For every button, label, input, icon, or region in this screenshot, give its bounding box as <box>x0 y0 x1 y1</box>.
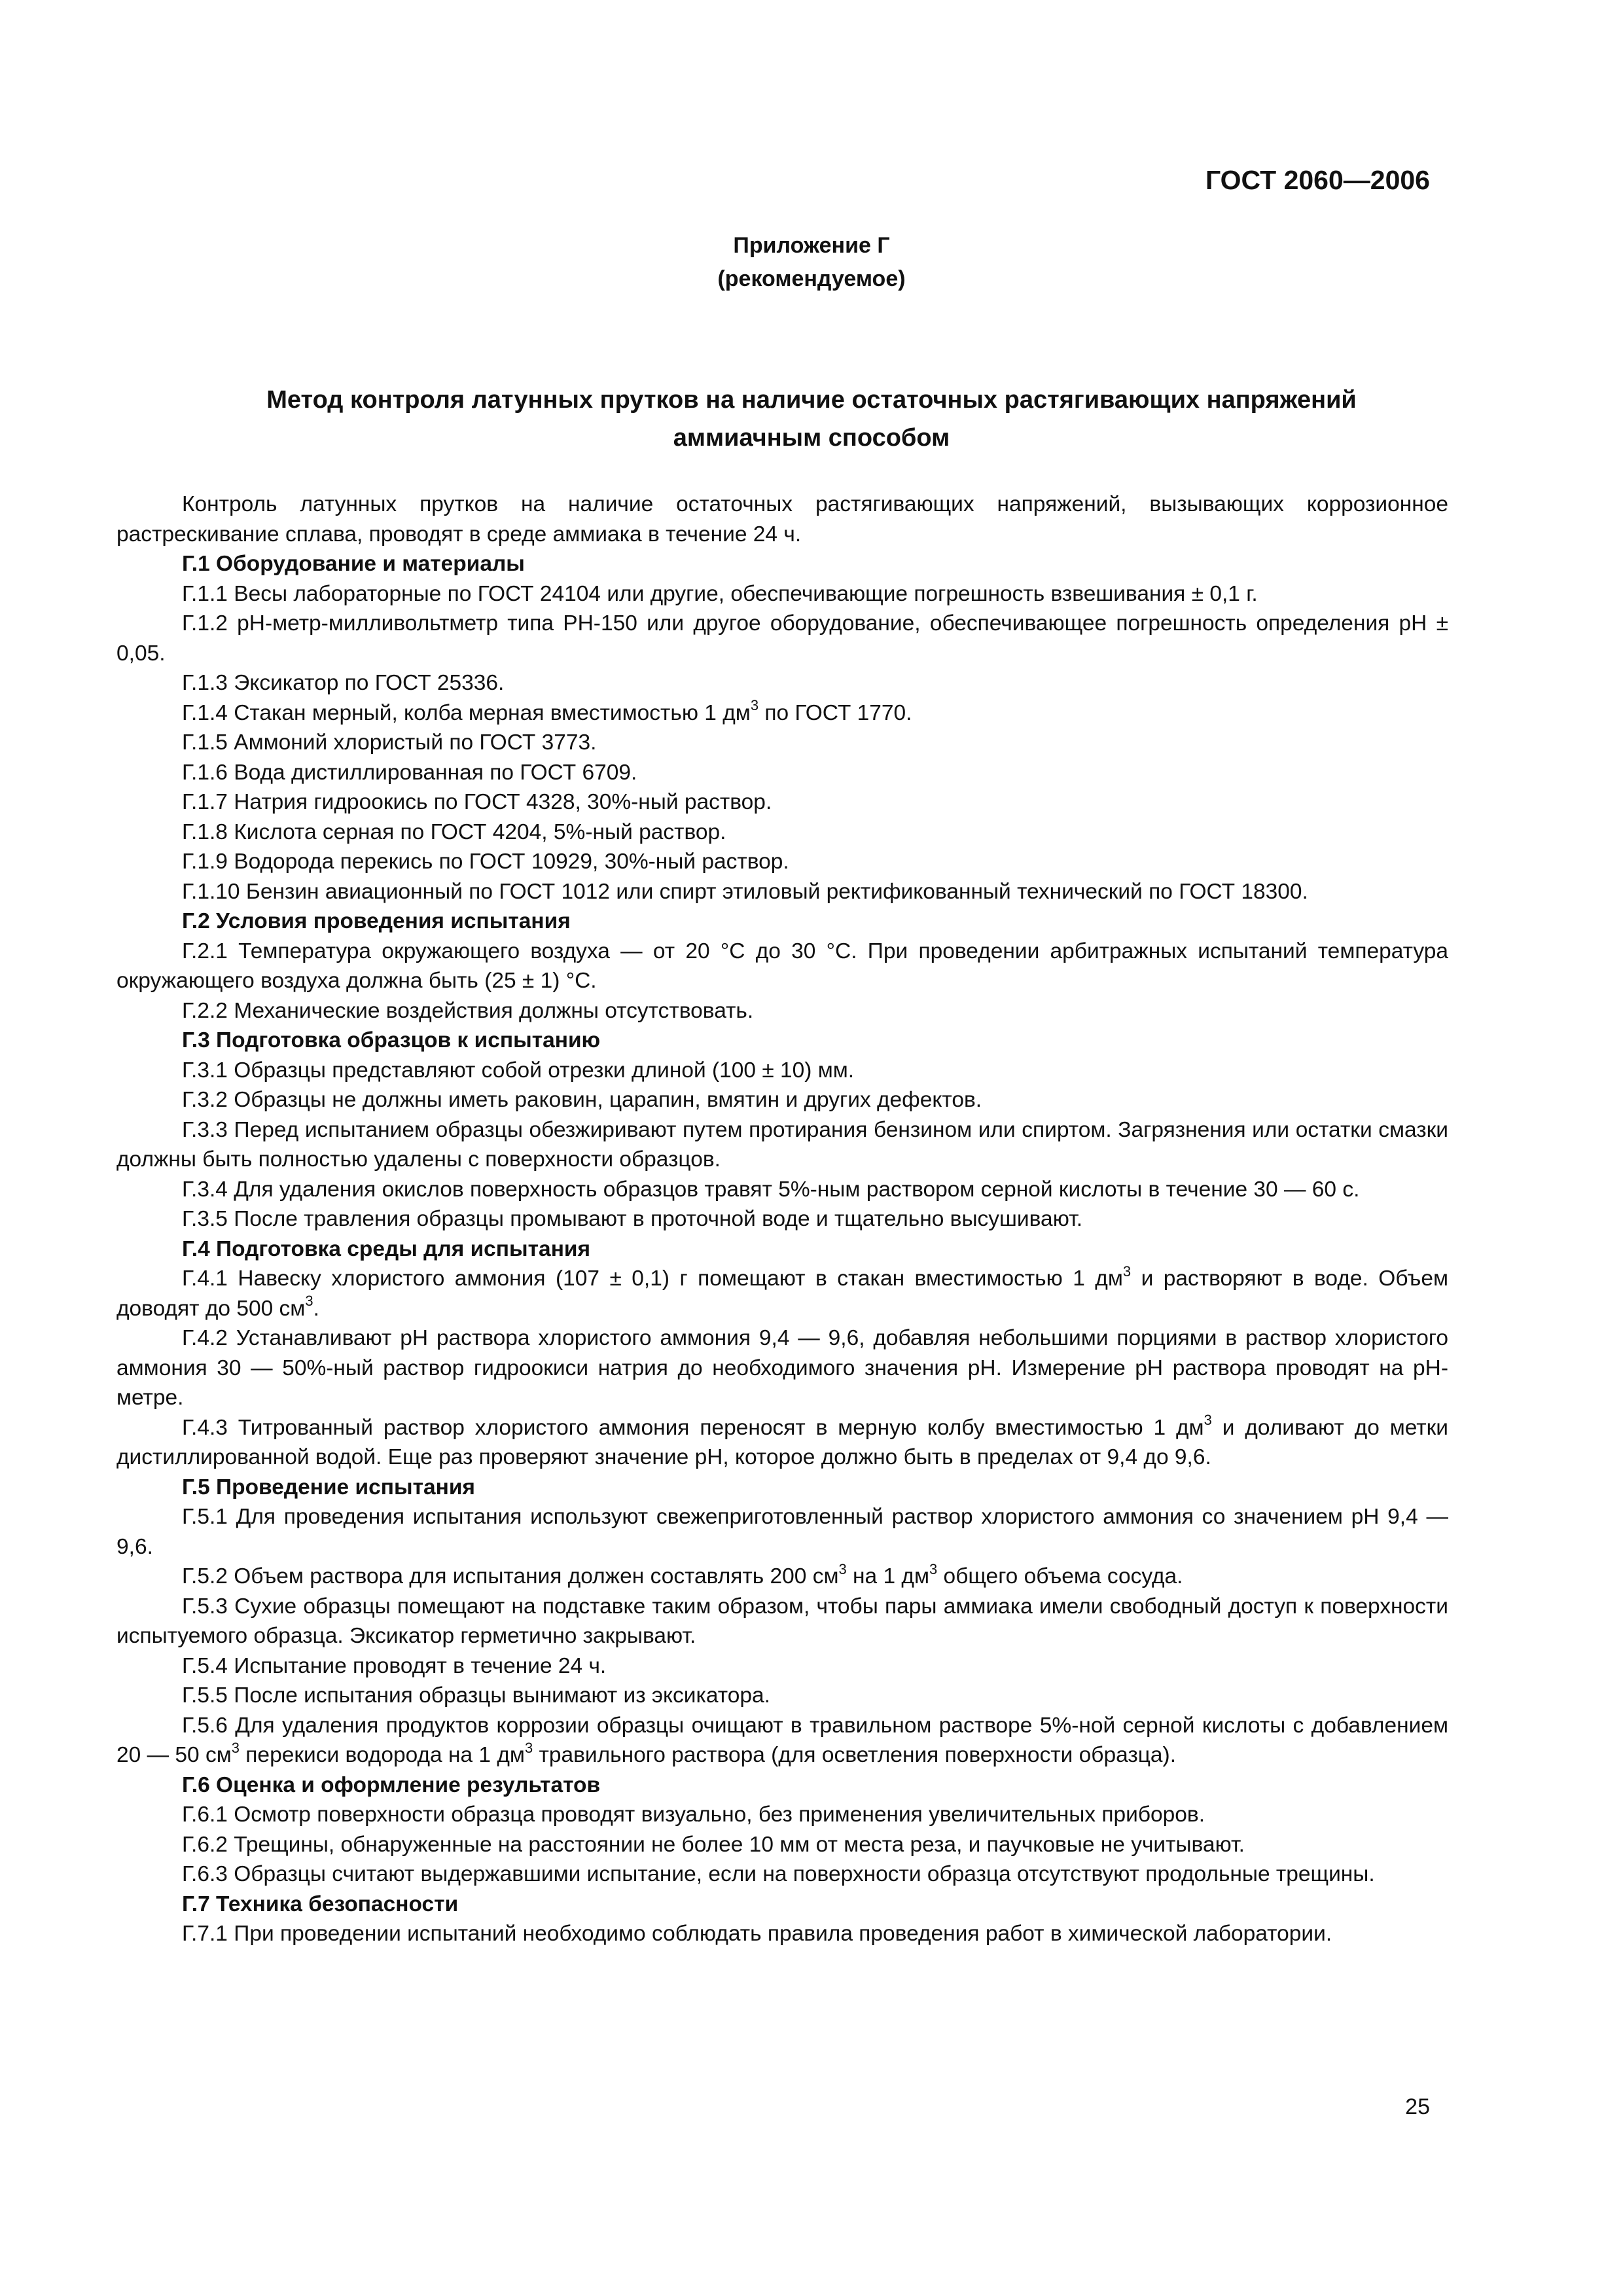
paragraph <box>116 937 1448 996</box>
superscript: 3 <box>1204 1412 1212 1429</box>
subsection-heading <box>116 1026 1448 1056</box>
paragraph <box>116 1175 1448 1205</box>
paragraph <box>116 1204 1448 1234</box>
paragraph-text: Г.2.2 Механические воздействия должны отсутствовать. <box>182 998 754 1023</box>
paragraph-text: общего объема сосуда. <box>937 1564 1183 1588</box>
paragraph-text: на 1 дм <box>846 1564 929 1588</box>
paragraph <box>116 668 1448 698</box>
paragraph <box>116 758 1448 788</box>
paragraph-text: Г.1.8 Кислота серная по ГОСТ 4204, 5%-ный раствор. <box>182 819 726 844</box>
paragraph-text: Г.1.6 Вода дистиллированная по ГОСТ 6709. <box>182 760 637 785</box>
paragraph-text: Г.1.4 Стакан мерный, колба мерная вместимостью 1 дм <box>182 700 751 725</box>
paragraph-text: Г.6 Оценка и оформление результатов <box>182 1772 601 1797</box>
paragraph <box>116 996 1448 1026</box>
paragraph-text: Г.5.1 Для проведения испытания используют свежеприготовленный раствор хлористого аммония со значением pH 9,4 — 9,6. <box>116 1505 1448 1559</box>
paragraph-text: Г.1.9 Водорода перекись по ГОСТ 10929, 30%-ный раствор. <box>182 850 789 874</box>
paragraph <box>116 579 1448 609</box>
title-line-1: Метод контроля латунных прутков на наличие остаточных растягивающих напряжений <box>266 386 1357 414</box>
paragraph <box>116 1592 1448 1651</box>
paragraph <box>116 1711 1448 1770</box>
paragraph-text: Г.6.2 Трещины, обнаруженные на расстоянии не более 10 мм от места реза, и паучковые не учитывают. <box>182 1832 1245 1857</box>
paragraph <box>116 490 1448 549</box>
paragraph-text: Г.1.7 Натрия гидроокись по ГОСТ 4328, 30%-ный раствор. <box>182 790 772 814</box>
paragraph-text: травильного раствора (для осветления поверхности образца). <box>533 1743 1177 1767</box>
superscript: 3 <box>929 1560 938 1577</box>
paragraph-text: Г.1.10 Бензин авиационный по ГОСТ 1012 или спирт этиловый ректификованный технический по ГОСТ 18300. <box>182 879 1308 904</box>
paragraph <box>116 877 1448 907</box>
paragraph-text: Г.4.3 Титрованный раствор хлористого аммония переносят в мерную колбу вместимостью 1 дм <box>182 1415 1204 1440</box>
paragraph <box>116 1502 1448 1562</box>
appendix-heading <box>0 229 1623 296</box>
paragraph-text: Г.2 Условия проведения испытания <box>182 909 571 933</box>
paragraph-text: и доливают до метки дистиллированной водой. Еще раз проверяют значение pH, которое должно быть в пределах от 9,4 до 9,6. <box>116 1415 1448 1469</box>
paragraph <box>116 1323 1448 1413</box>
paragraph-text: Г.6.1 Осмотр поверхности образца проводят визуально, без применения увеличительных приборов. <box>182 1803 1205 1827</box>
paragraph-text: Контроль латунных прутков на наличие остаточных растягивающих напряжений, вызывающих коррозионное растрескивание сплава, проводят в среде аммиака в течение 24 ч. <box>116 492 1448 547</box>
paragraph-text: Г.5 Проведение испытания <box>182 1475 475 1499</box>
paragraph-text: Г.1.5 Аммоний хлористый по ГОСТ 3773. <box>182 730 597 755</box>
subsection-heading <box>116 1890 1448 1920</box>
paragraph-text: Г.7.1 При проведении испытаний необходимо соблюдать правила проведения работ в химической лаборатории. <box>182 1922 1332 1946</box>
superscript: 3 <box>1122 1263 1132 1280</box>
paragraph <box>116 1413 1448 1473</box>
paragraph-text: Г.5.2 Объем раствора для испытания должен составлять 200 см <box>182 1564 839 1588</box>
paragraph <box>116 1115 1448 1175</box>
paragraph <box>116 728 1448 758</box>
superscript: 3 <box>305 1293 313 1310</box>
subsection-heading <box>116 1770 1448 1801</box>
paragraph <box>116 609 1448 668</box>
paragraph-text: Г.3.1 Образцы представляют собой отрезки длиной (100 ± 10) мм. <box>182 1058 855 1083</box>
paragraph <box>116 1562 1448 1592</box>
page-number: 25 <box>1405 2094 1430 2119</box>
title-line-2: аммиачным способом <box>673 424 950 452</box>
paragraph <box>116 698 1448 728</box>
paragraph <box>116 1085 1448 1115</box>
paragraph <box>116 1919 1448 1949</box>
paragraph-text: и растворяют в воде. Объем доводят до 500 см <box>116 1266 1448 1321</box>
superscript: 3 <box>231 1739 240 1756</box>
paragraph-text: Г.1.2 pH-метр-милливольтметр типа PH-150 или другое оборудование, обеспечивающее погрешность определения pH ± 0,05. <box>116 611 1448 666</box>
subsection-heading <box>116 1234 1448 1265</box>
appendix-type: (рекомендуемое) <box>717 266 906 291</box>
paragraph-text: Г.5.4 Испытание проводят в течение 24 ч. <box>182 1653 607 1678</box>
appendix-label: Приложение Г <box>733 233 890 258</box>
paragraph <box>116 1830 1448 1860</box>
paragraph-text: Г.5.5 После испытания образцы вынимают из эксикатора. <box>182 1683 770 1708</box>
paragraph <box>116 1651 1448 1681</box>
paragraph <box>116 787 1448 817</box>
paragraph-text: Г.4.2 Устанавливают pH раствора хлористого аммония 9,4 — 9,6, добавляя небольшими порциями в раствор хлористого аммония 30 — 50%-ный раствор гидроокиси натрия до необходимого значения pH. Измерение pH раствора проводят на pH-метре. <box>116 1326 1448 1410</box>
superscript: 3 <box>524 1739 533 1756</box>
paragraph <box>116 1681 1448 1711</box>
paragraph <box>116 847 1448 877</box>
paragraph-text: Г.1.1 Весы лабораторные по ГОСТ 24104 или другие, обеспечивающие погрешность взвешивания ± 0,1 г. <box>182 581 1258 606</box>
paragraph-text: Г.3.5 После травления образцы промывают в проточной воде и тщательно высушивают. <box>182 1207 1083 1231</box>
paragraph-text: . <box>313 1296 319 1321</box>
paragraph <box>116 817 1448 848</box>
paragraph-text: по ГОСТ 1770. <box>758 700 912 725</box>
paragraph-text: Г.3.3 Перед испытанием образцы обезжиривают путем протирания бензином или спиртом. Загрязнения или остатки смазки должны быть полностью удалены с поверхности образцов. <box>116 1117 1448 1172</box>
standard-id-header: ГОСТ 2060—2006 <box>1205 165 1430 195</box>
paragraph-text: Г.3 Подготовка образцов к испытанию <box>182 1028 601 1052</box>
paragraph-text: Г.1.3 Эксикатор по ГОСТ 25336. <box>182 671 505 695</box>
paragraph-text: Г.2.1 Температура окружающего воздуха — от 20 °С до 30 °С. При проведении арбитражных испытаний температура окружающего воздуха должна быть (25 ± 1) °С. <box>116 939 1448 993</box>
superscript: 3 <box>750 697 759 714</box>
paragraph-text: Г.3.2 Образцы не должны иметь раковин, царапин, вмятин и других дефектов. <box>182 1088 982 1112</box>
paragraph-text: Г.7 Техника безопасности <box>182 1892 459 1916</box>
section-title <box>164 381 1459 457</box>
subsection-heading <box>116 549 1448 579</box>
subsection-heading <box>116 906 1448 937</box>
paragraph <box>116 1859 1448 1890</box>
paragraph <box>116 1800 1448 1830</box>
paragraph-text: Г.5.3 Сухие образцы помещают на подставке таким образом, чтобы пары аммиака имели свободный доступ к поверхности испытуемого образца. Эксикатор герметично закрывают. <box>116 1594 1448 1648</box>
body-text <box>116 490 1448 1949</box>
paragraph-text: Г.4 Подготовка среды для испытания <box>182 1236 591 1261</box>
paragraph-text: Г.1 Оборудование и материалы <box>182 552 525 576</box>
paragraph-text: Г.6.3 Образцы считают выдержавшими испытание, если на поверхности образца отсутствуют продольные трещины. <box>182 1862 1375 1886</box>
subsection-heading <box>116 1473 1448 1503</box>
paragraph-text: перекиси водорода на 1 дм <box>239 1743 525 1767</box>
paragraph-text: Г.4.1 Навеску хлористого аммония (107 ± 0,1) г помещают в стакан вместимостью 1 дм <box>182 1266 1123 1291</box>
paragraph-text: Г.5.6 Для удаления продуктов коррозии образцы очищают в травильном растворе 5%-ной серной кислоты с добавлением 20 — 50 см <box>116 1713 1448 1767</box>
paragraph <box>116 1264 1448 1323</box>
superscript: 3 <box>838 1560 847 1577</box>
paragraph-text: Г.3.4 Для удаления окислов поверхность образцов травят 5%-ным раствором серной кислоты в течение 30 — 60 с. <box>182 1177 1360 1202</box>
paragraph <box>116 1056 1448 1086</box>
